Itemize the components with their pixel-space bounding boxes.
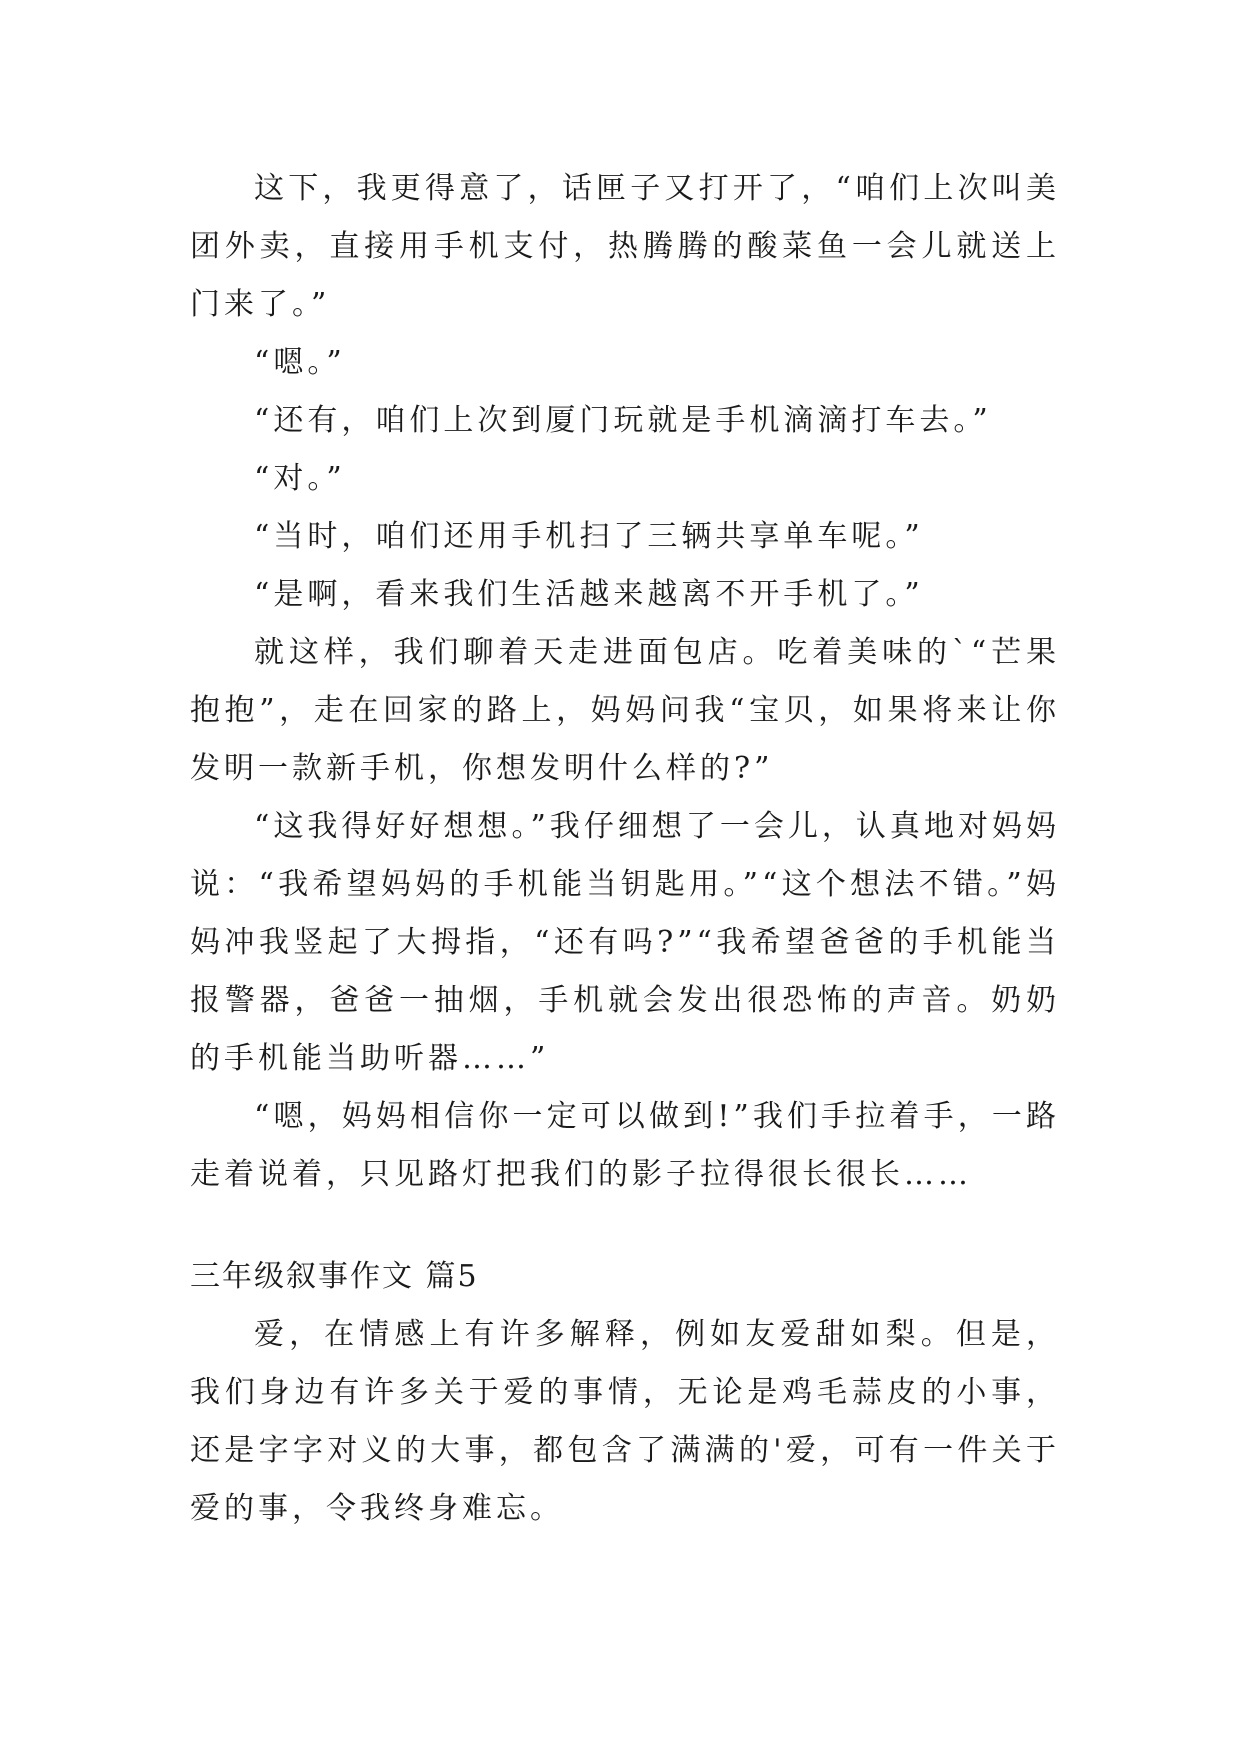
paragraph: “是啊，看来我们生活越来越离不开手机了。” [254, 577, 924, 612]
paragraph: “嗯，妈妈相信你一定可以做到!”我们手拉着手，一路走着说着，只见路灯把我们的影子拉得很长很长…… [190, 1099, 1060, 1192]
document-body [190, 160, 1060, 1538]
paragraph: “对。” [254, 461, 346, 496]
paragraph: 就这样，我们聊着天走进面包店。吃着美味的`“芒果抱抱”，走在回家的路上，妈妈问我“宝贝，如果将来让你发明一款新手机，你想发明什么样的?” [190, 635, 1060, 786]
paragraph: 这下，我更得意了，话匣子又打开了，“咱们上次叫美团外卖，直接用手机支付，热腾腾的酸菜鱼一会儿就送上门来了。” [190, 171, 1060, 322]
section-title: 三年级叙事作文 篇5 [190, 1259, 479, 1294]
paragraph: “这我得好好想想。”我仔细想了一会儿，认真地对妈妈说：“我希望妈妈的手机能当钥匙用。”“这个想法不错。”妈妈冲我竖起了大拇指，“还有吗?”“我希望爸爸的手机能当报警器，爸爸一抽烟，手机就会发出很恐怖的声音。奶奶的手机能当助听器……” [190, 809, 1060, 1076]
paragraph: “嗯。” [254, 345, 346, 380]
paragraph: “还有，咱们上次到厦门玩就是手机滴滴打车去。” [254, 403, 992, 438]
paragraph: 爱，在情感上有许多解释，例如友爱甜如梨。但是，我们身边有许多关于爱的事情，无论是鸡毛蒜皮的小事，还是字字对义的大事，都包含了满满的'爱，可有一件关于爱的事，令我终身难忘。 [190, 1317, 1060, 1526]
paragraph: “当时，咱们还用手机扫了三辆共享单车呢。” [254, 519, 924, 554]
